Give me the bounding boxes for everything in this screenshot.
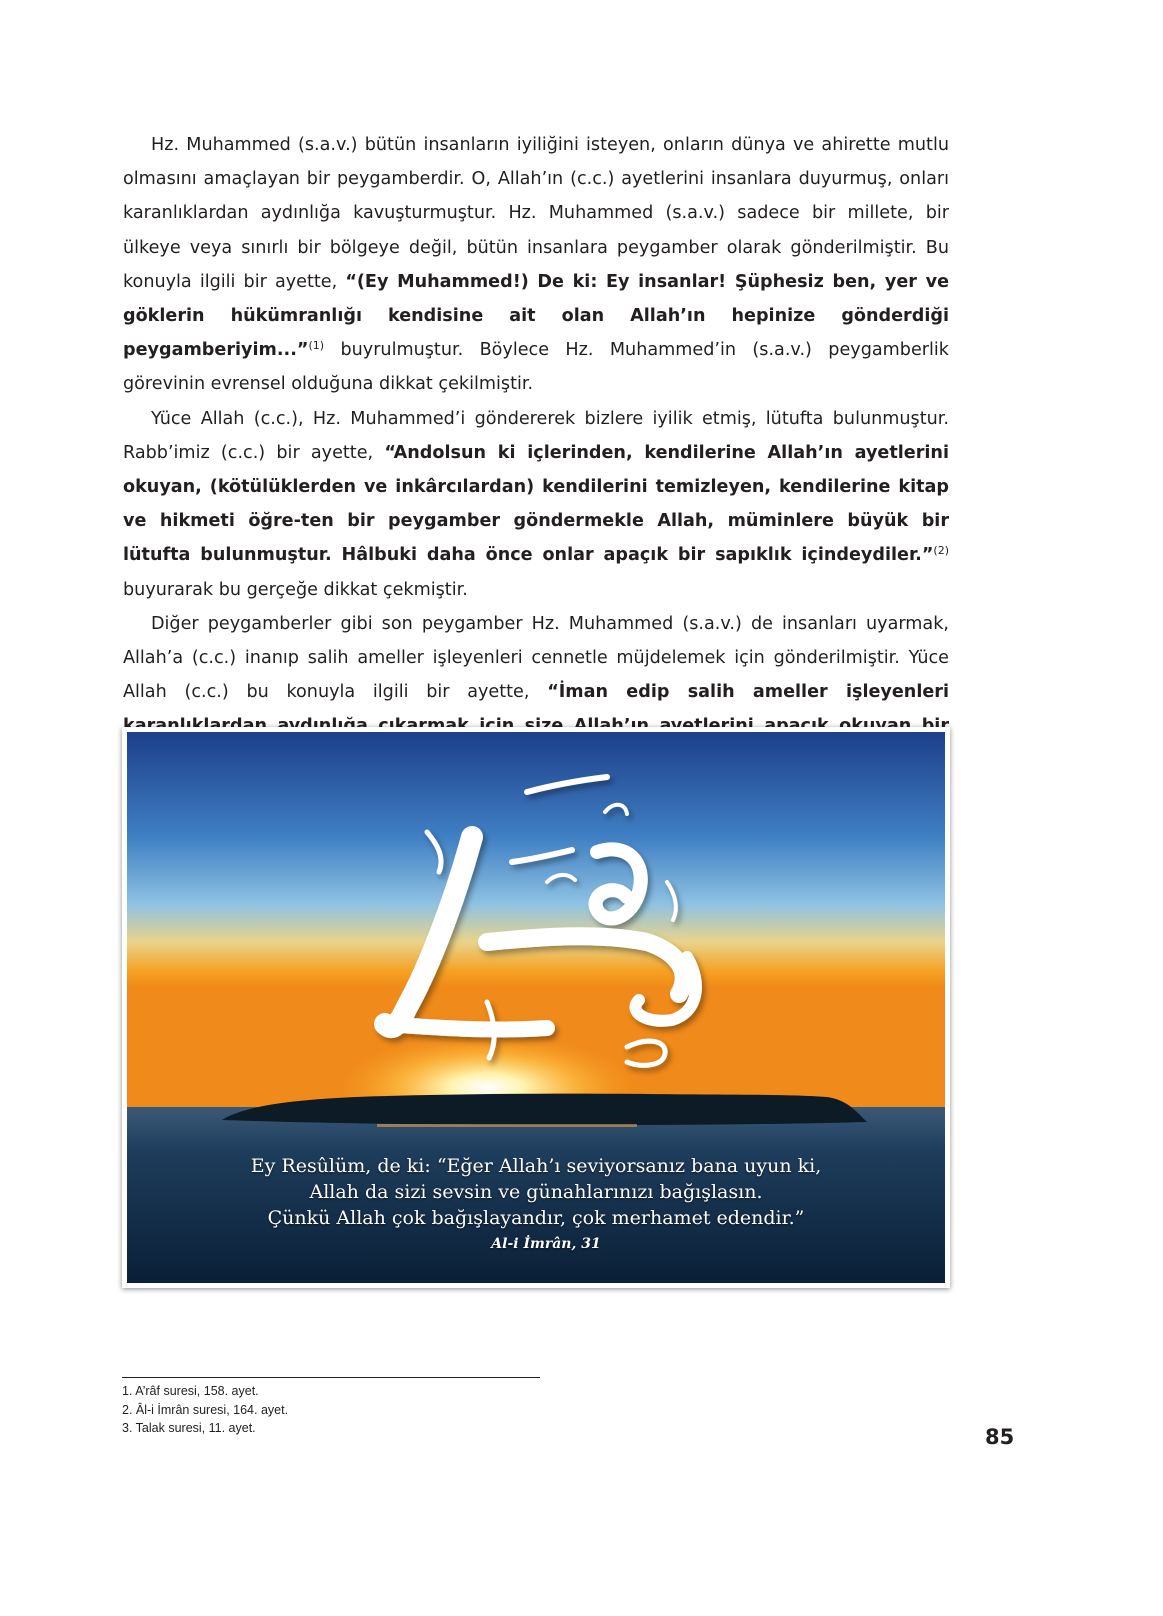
paragraph-1-quote: “(Ey Muhammed!) De ki: Ey insanlar! Şüphesiz ben, yer ve göklerin hükümranlığı kendisine ait olan Allah’ın hepinize gönderdiği peygamberiyim...” bbox=[123, 271, 949, 361]
footnote-2: 2. Âl-i İmrân suresi, 164. ayet. bbox=[122, 1402, 289, 1417]
paragraph-1-text: Hz. Muhammed (s.a.v.) bütün insanların iyiliğini isteyen, onların dünya ve ahirette mutlu olmasını amaçlayan bir peygamberdir. O, Allah’ın (c.c.) ayetlerini insanlara duyurmuş, onları karanlıklardan aydınlığa kavuşturmuştur. Hz. Muhammed (s.a.v.) sadece bir millete, bir ülkeye veya sınırlı bir bölgeye değil, bütün insanlara peygamber olarak gönderilmiştir. Bu konuyla ilgili bir ayette, bbox=[123, 135, 949, 292]
footnotes bbox=[122, 1382, 288, 1438]
caption-reference: Al-i İmrân, 31 bbox=[491, 1236, 601, 1252]
footnote-1: 1. A’râf suresi, 158. ayet. bbox=[122, 1384, 259, 1398]
page-number: 85 bbox=[985, 1425, 1015, 1449]
footnote-divider bbox=[122, 1377, 540, 1378]
paragraph-2-text: Yüce Allah (c.c.), Hz. Muhammed’i göndererek bizlere iyilik etmiş, lütufta bulunmuştur. Rabb’imiz (c.c.) bir ayette, bbox=[123, 408, 949, 463]
paragraph-3-quote: “İman edip salih ameller işleyenleri bbox=[547, 682, 950, 703]
body-text bbox=[123, 128, 949, 778]
sun-reflection bbox=[377, 1124, 637, 1127]
caption-line-3: Çünkü Allah çok bağışlayandır, çok merhamet edendir.” bbox=[267, 1207, 805, 1229]
paragraph-3-text: Diğer peygamberler gibi son peygamber Hz. Muhammed (s.a.v.) de insanları uyarmak, Allah’a (c.c.) inanıp salih ameller işleyenleri cennetle müjdelemek için gönderilmiştir. Yüce Allah (c.c.) bu konuyla ilgili bir ayette, bbox=[123, 613, 949, 703]
caption-line-2: Allah da sizi sevsin ve günahlarınızı bağışlasın. bbox=[309, 1181, 763, 1203]
paragraph-2 bbox=[123, 402, 949, 607]
caption-line-1: Ey Resûlüm, de ki: “Eğer Allah’ı seviyorsanız bana uyun ki, bbox=[250, 1155, 822, 1177]
sunset-figure bbox=[122, 727, 950, 1288]
footnote-3: 3. Talak suresi, 11. ayet. bbox=[122, 1421, 256, 1435]
paragraph-1-end: buyrulmuştur. Böylece Hz. Muhammed’in (s.a.v.) peygamberlik görevinin evrensel olduğuna dikkat çekilmiştir. bbox=[123, 340, 949, 395]
paragraph-1 bbox=[123, 128, 949, 402]
photo-caption bbox=[127, 1153, 945, 1255]
footnote-ref-1: (1) bbox=[308, 339, 325, 353]
footnote-ref-2: (2) bbox=[933, 544, 949, 558]
paragraph-2-quote: “Andolsun ki içlerinden, kendilerine Allah’ın ayetlerini okuyan, (kötülüklerden ve inkârcılardan) kendilerini temizleyen, kendilerine kitap ve hikmeti öğre-ten bir peygamber göndermekle Allah, müminlere büyük bir lütufta bulunmuştur. Hâlbuki daha önce onlar apaçık bir sapıklık içindeydiler.” bbox=[123, 442, 949, 566]
sunset-photo bbox=[127, 732, 945, 1283]
paragraph-2-end: buyurarak bu gerçeğe dikkat çekmiştir. bbox=[123, 579, 468, 600]
